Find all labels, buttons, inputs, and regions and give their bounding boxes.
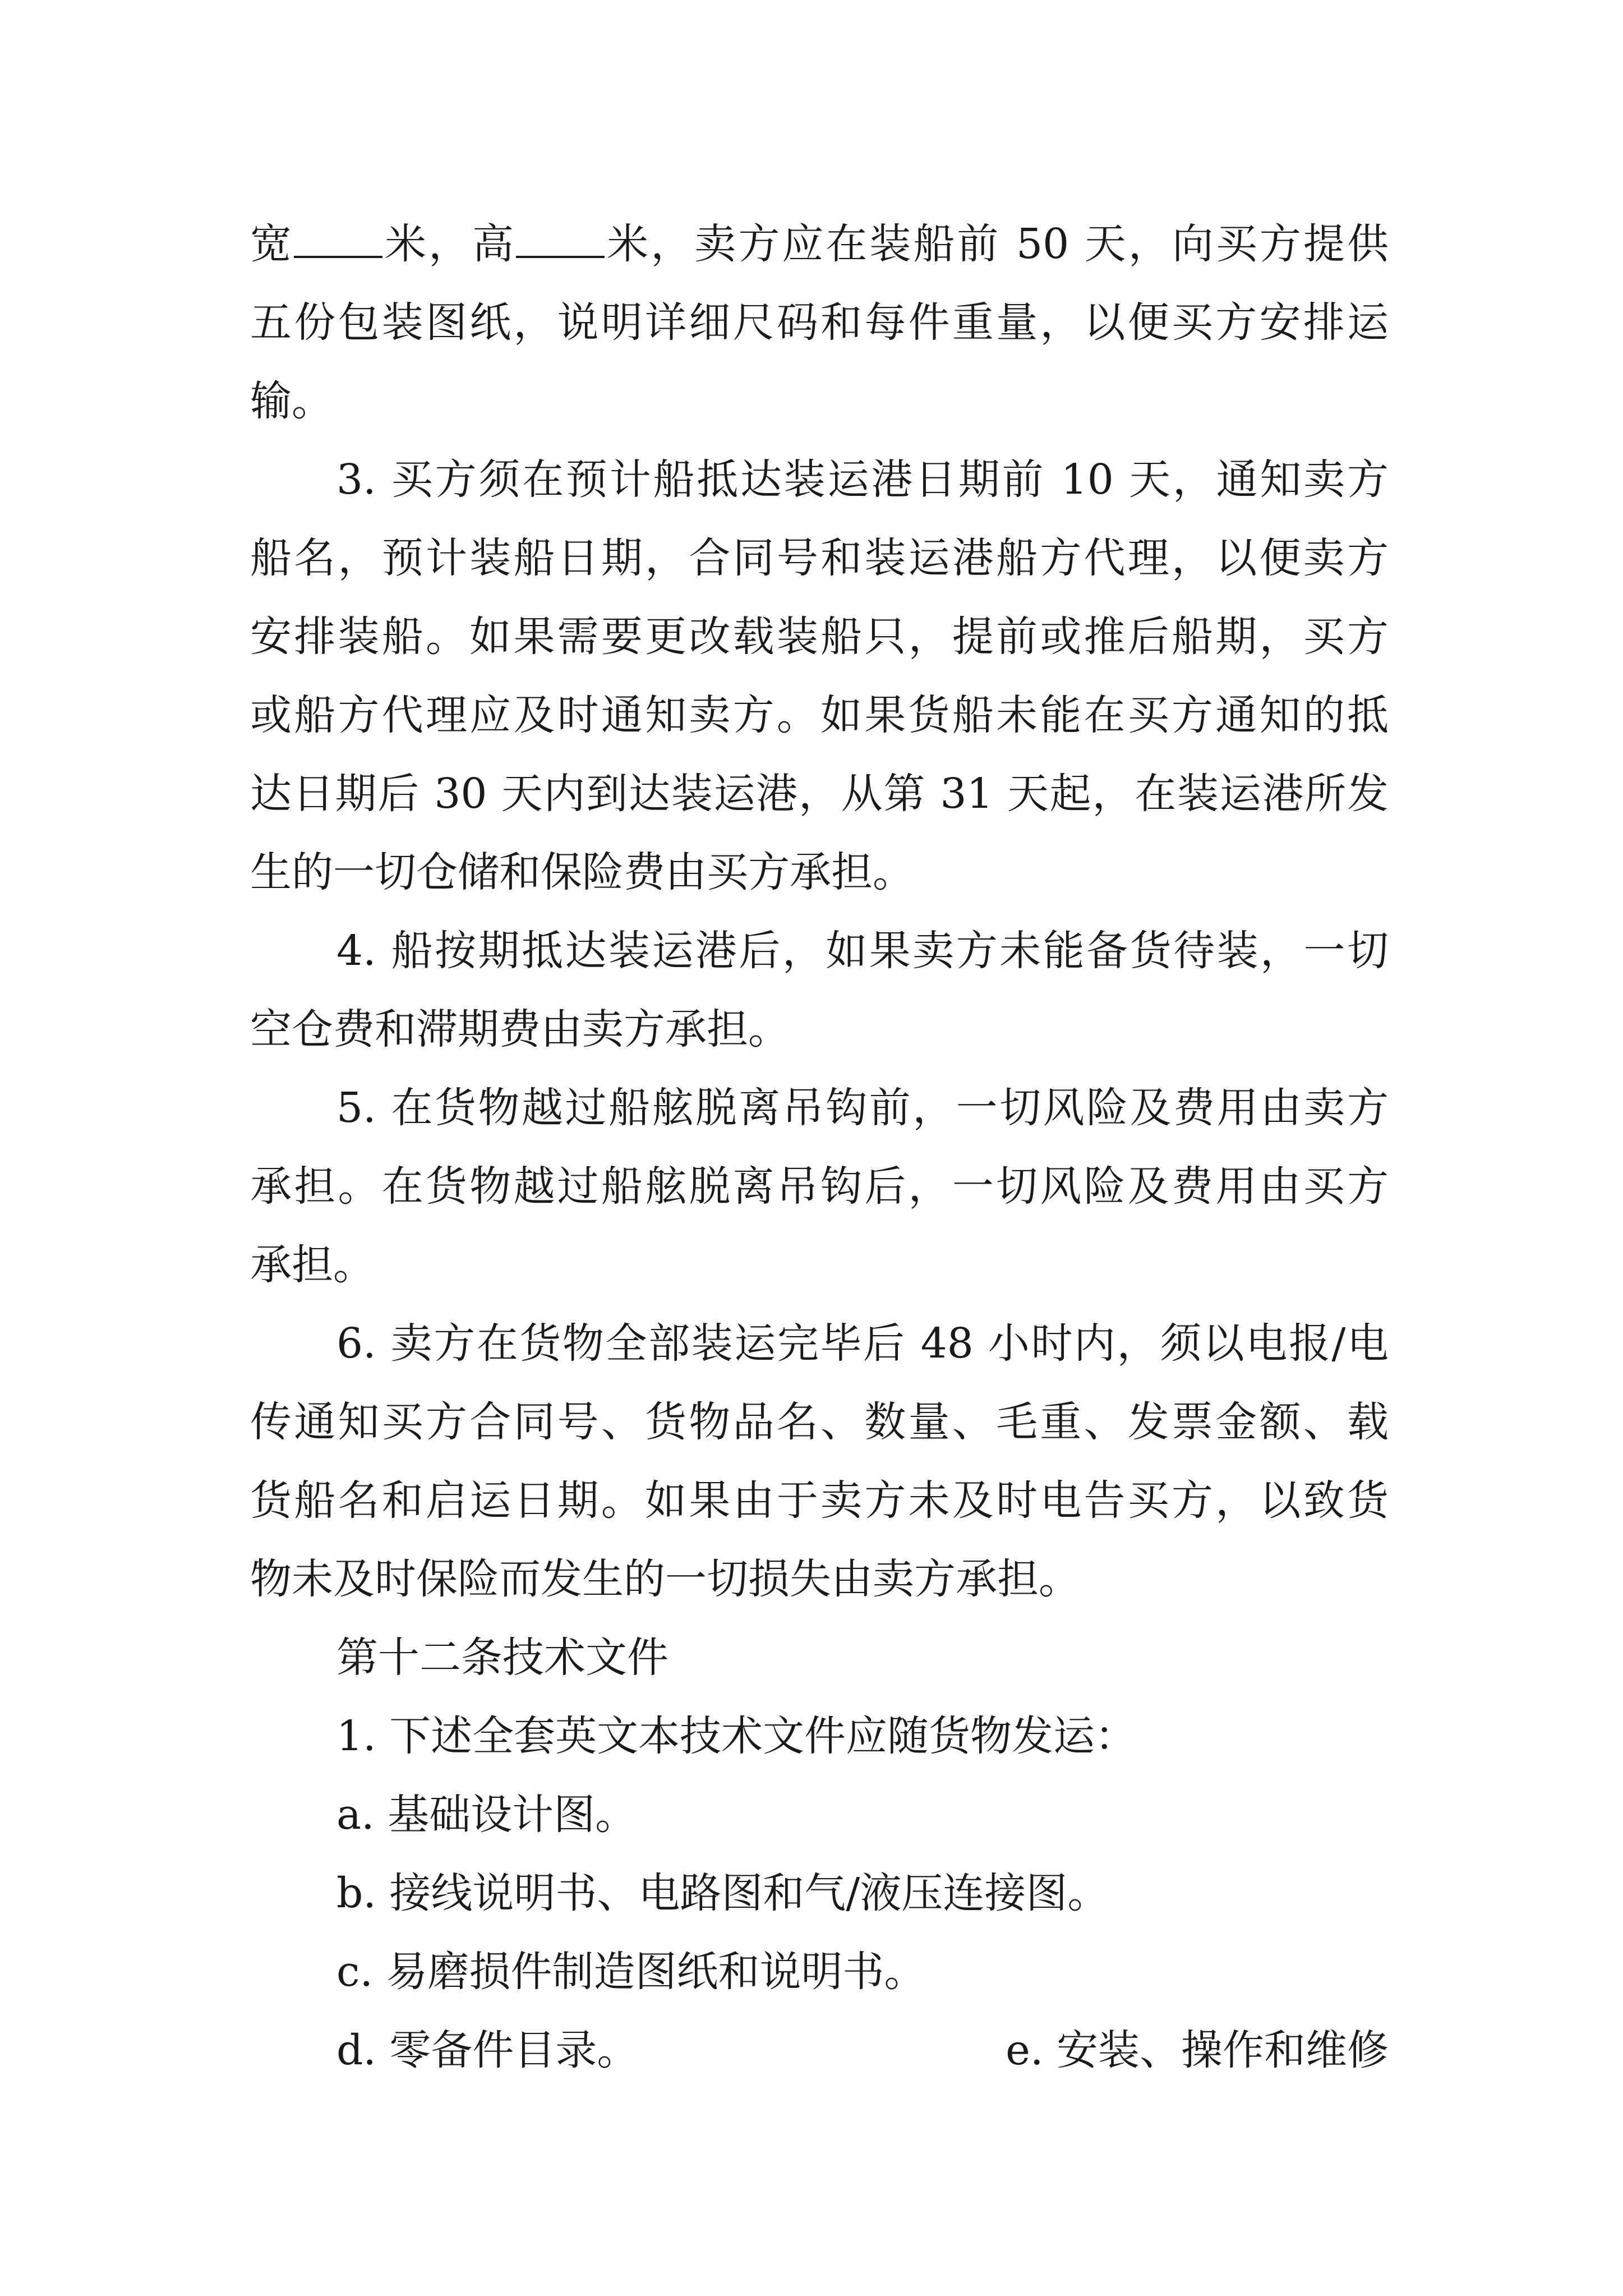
text-segment: 米，卖方应在装船前 50 天，向买方提供 [605,220,1389,268]
paragraph-line-1 [250,205,1389,283]
clause-6-line-1: 6. 卖方在货物全部装运完毕后 48 小时内，须以电报/电 [336,1319,1389,1368]
list-intro: 1. 下述全套英文本技术文件应随货物发运： [336,1712,1137,1760]
clause-4-line-2: 空仓费和滞期费由卖方承担。 [250,1005,790,1053]
paragraph-line-2: 五份包装图纸，说明详细尺码和每件重量，以便买方安排运 [250,298,1389,347]
clause-3-line-5: 达日期后 30 天内到达装运港，从第 31 天起，在装运港所发 [250,770,1389,818]
clause-5-line-3: 承担。 [250,1241,375,1289]
clause-3-line-6: 生的一切仓储和保险费由买方承担。 [250,848,914,896]
list-item-b: b. 接线说明书、电路图和气/液压连接图。 [336,1869,1109,1917]
paragraph-line-3: 输。 [250,377,333,425]
clause-6-line-4: 物未及时保险而发生的一切损失由卖方承担。 [250,1555,1080,1603]
text-segment: 宽 [250,220,294,268]
section-heading-technical-documents: 第十二条技术文件 [336,1634,668,1682]
clause-4-line-1: 4. 船按期抵达装运港后，如果卖方未能备货待装，一切 [336,927,1389,975]
list-item-e: e. 安装、操作和维修 [1006,2026,1389,2074]
clause-6-line-2: 传通知买方合同号、货物品名、数量、毛重、发票金额、载 [250,1398,1389,1446]
clause-6-line-3: 货船名和启运日期。如果由于卖方未及时电告买方，以致货 [250,1476,1389,1525]
blank-underline-height [516,254,605,258]
list-item-d: d. 零备件目录。 [336,2026,639,2074]
clause-5-line-2: 承担。在货物越过船舷脱离吊钩后，一切风险及费用由买方 [250,1162,1389,1211]
text-segment: 米，高 [382,220,517,268]
clause-5-line-1: 5. 在货物越过船舷脱离吊钩前，一切风险及费用由卖方 [336,1084,1389,1132]
list-row-d-e [336,2011,1389,2090]
clause-3-line-4: 或船方代理应及时通知卖方。如果货船未能在买方通知的抵 [250,691,1389,739]
blank-underline-width [294,254,382,258]
clause-3-line-1: 3. 买方须在预计船抵达装运港日期前 10 天，通知卖方 [336,455,1389,504]
list-item-a: a. 基础设计图。 [336,1791,637,1839]
list-item-c: c. 易磨损件制造图纸和说明书。 [336,1948,926,1996]
clause-3-line-2: 船名，预计装船日期，合同号和装运港船方代理，以便卖方 [250,534,1389,582]
clause-3-line-3: 安排装船。如果需要更改载装船只，提前或推后船期，买方 [250,613,1389,661]
